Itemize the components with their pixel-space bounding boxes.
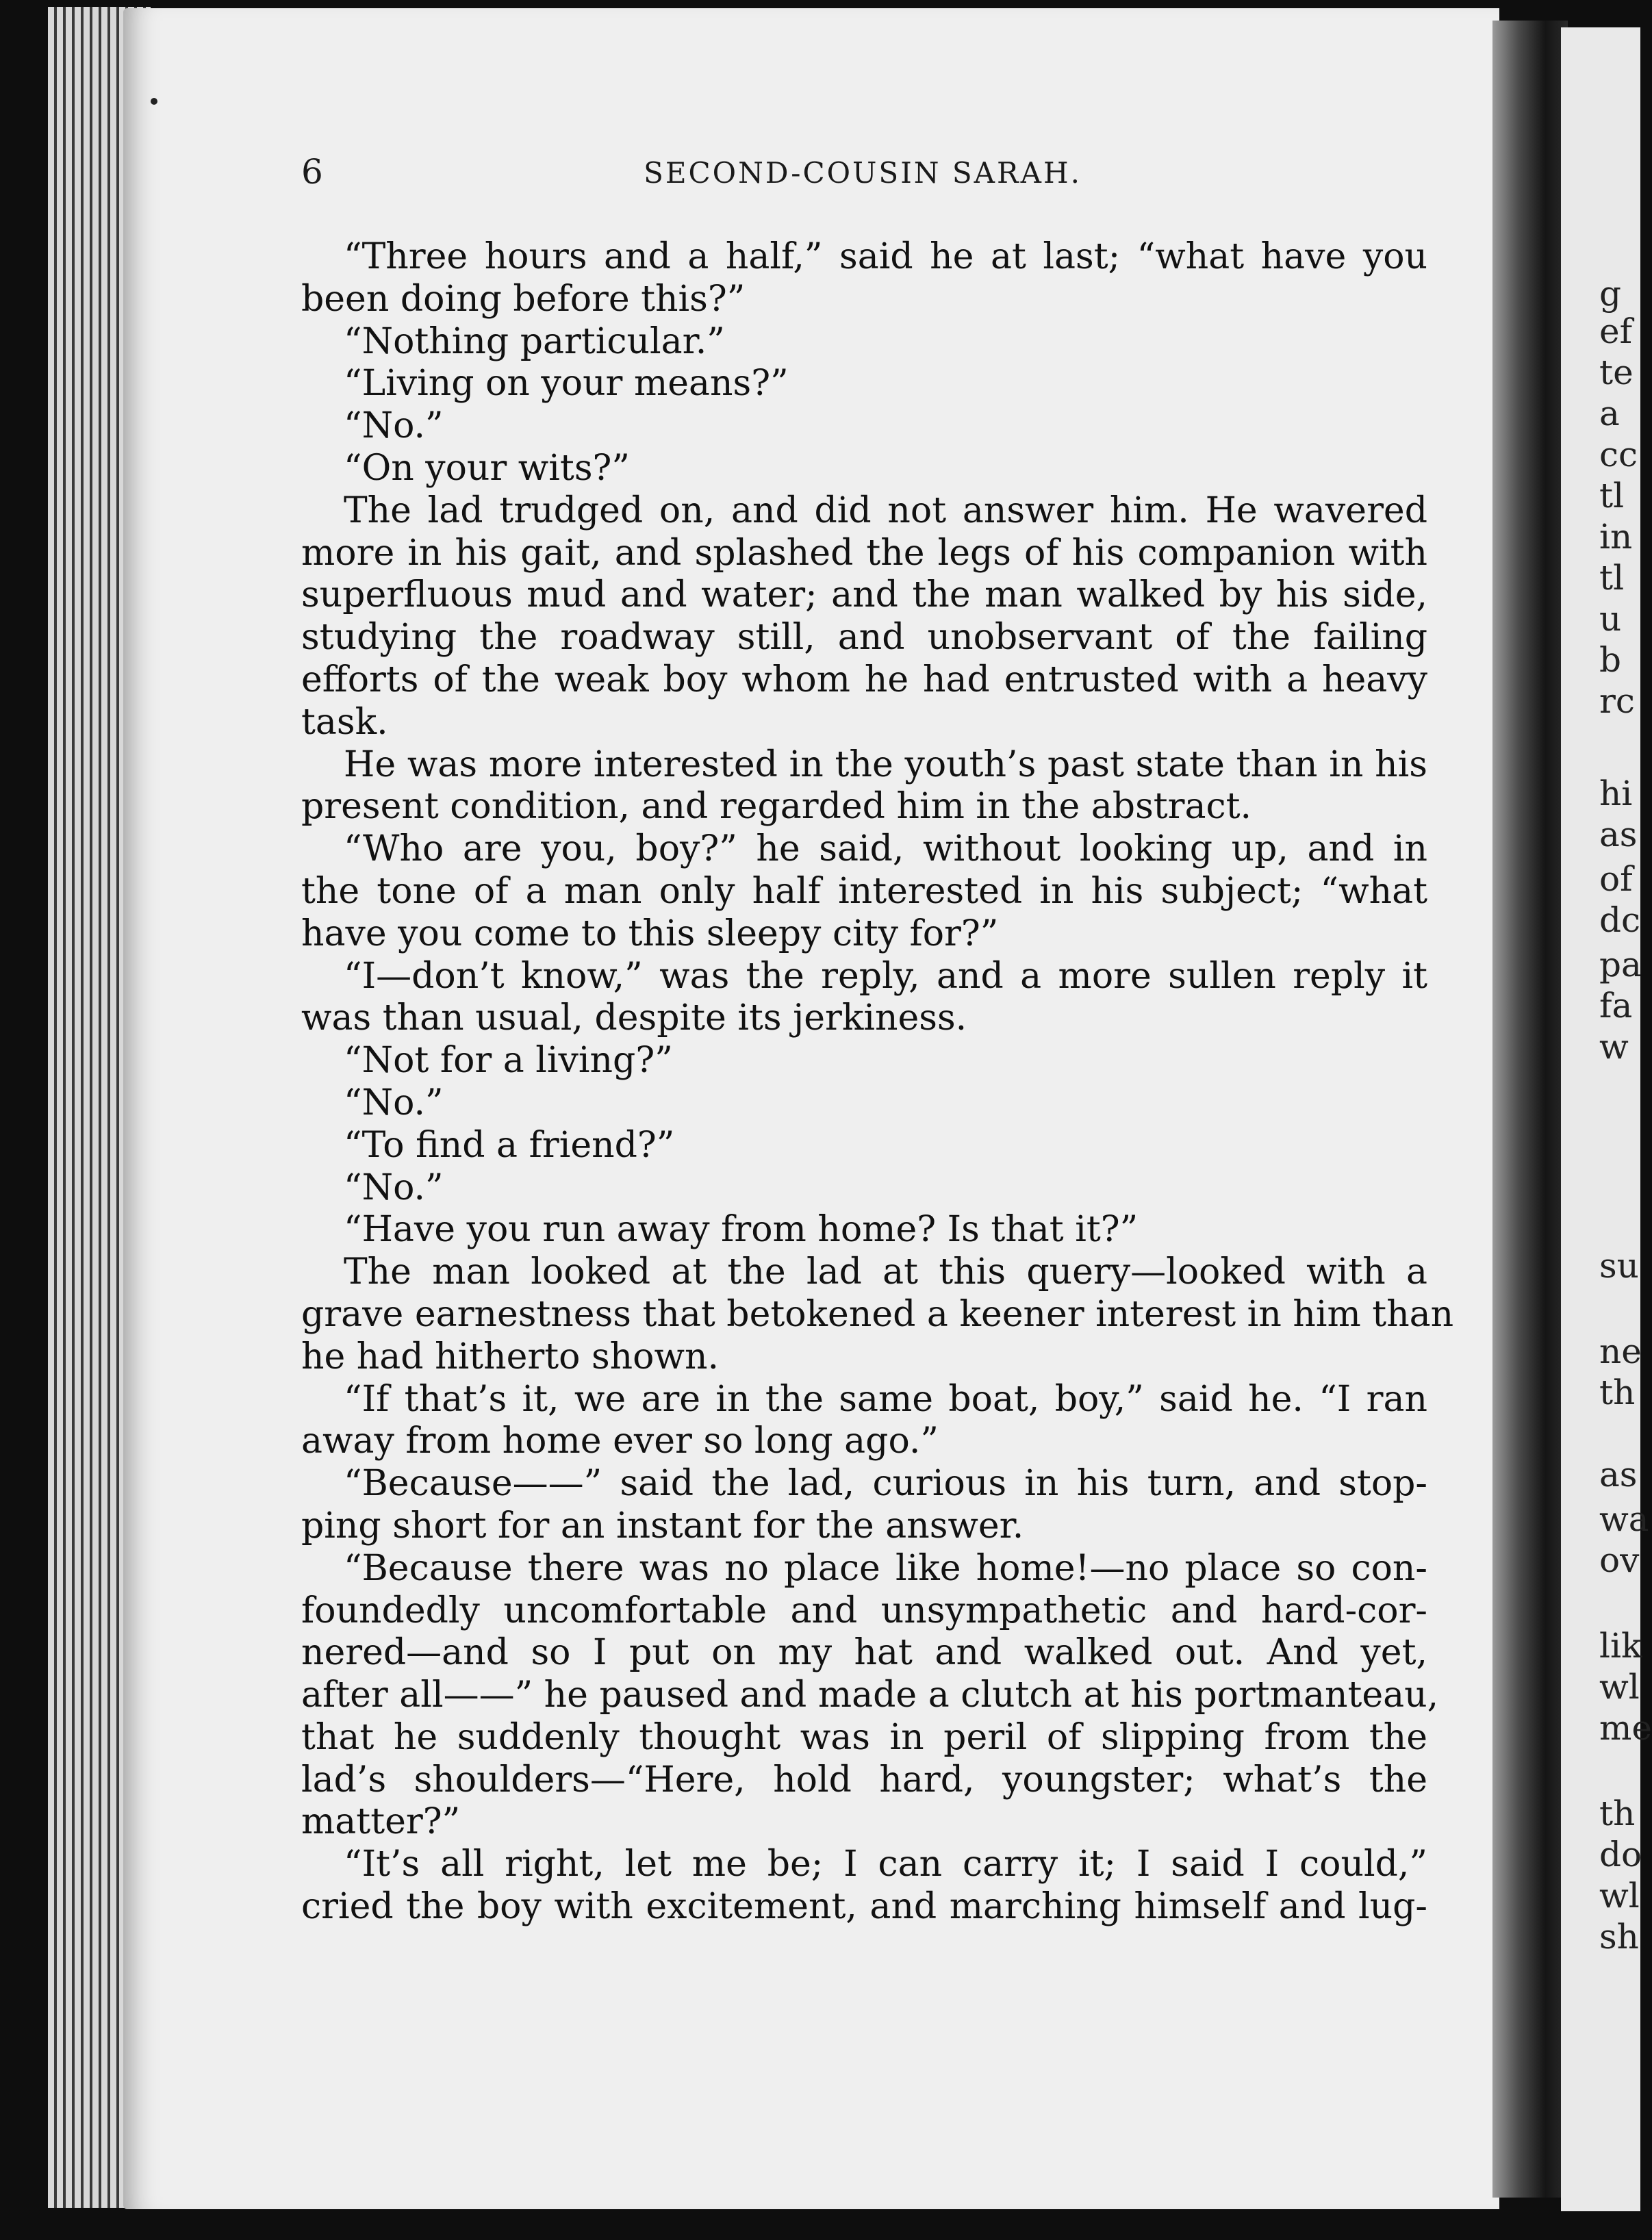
- facing-page-fragment: ne: [1599, 1332, 1642, 1371]
- text-line: “No.”: [344, 1167, 444, 1208]
- text-line: been doing before this?”: [301, 278, 746, 320]
- text-line: was than usual, despite its jerkiness.: [301, 997, 967, 1039]
- text-line: He was more interested in the youth’s past state than in his: [344, 743, 1427, 785]
- facing-page-fragment: tl: [1599, 476, 1625, 516]
- facing-page-fragment: th: [1599, 1373, 1636, 1412]
- text-line: have you come to this sleepy city for?”: [301, 913, 999, 954]
- text-line: “No.”: [344, 1082, 444, 1123]
- text-line: cried the boy with excitement, and marching himself and lug-: [301, 1886, 1427, 1928]
- book-gutter: [1492, 21, 1568, 2198]
- text-line: The man looked at the lad at this query—looked with a: [344, 1251, 1427, 1293]
- facing-page-fragment: ef: [1599, 311, 1633, 351]
- facing-page-fragment: dc: [1599, 900, 1641, 940]
- body-text: [301, 236, 1454, 1929]
- text-line: “On your wits?”: [344, 447, 630, 489]
- facing-page-fragment: fa: [1599, 986, 1633, 1026]
- facing-page-fragment: tl: [1599, 558, 1625, 598]
- text-line: studying the roadway still, and unobservant of the failing: [301, 617, 1427, 659]
- facing-page-fragment: as: [1599, 1455, 1638, 1494]
- text-line: “I—don’t know,” was the reply, and a more sullen reply it: [344, 955, 1427, 997]
- facing-page-text: [1599, 0, 1652, 2240]
- facing-page-fragment: wa: [1599, 1499, 1649, 1539]
- text-line: ping short for an instant for the answer.: [301, 1505, 1024, 1547]
- facing-page-fragment: as: [1599, 815, 1638, 854]
- facing-page-fragment: b: [1599, 640, 1622, 680]
- facing-page-fragment: in: [1599, 517, 1633, 557]
- facing-page-fragment: rc: [1599, 681, 1635, 721]
- text-line: after all——” he paused and made a clutch at his portmanteau,: [301, 1675, 1439, 1716]
- facing-page-fragment: hi: [1599, 774, 1633, 813]
- page-number: 6: [301, 152, 323, 192]
- facing-page-fragment: ov: [1599, 1540, 1640, 1580]
- text-line: “Because there was no place like home!—no place so con-: [344, 1547, 1427, 1589]
- text-line: away from home ever so long ago.”: [301, 1421, 939, 1462]
- facing-page-fragment: a: [1599, 394, 1620, 433]
- text-line: superfluous mud and water; and the man walked by his side,: [301, 574, 1427, 616]
- facing-page-fragment: sh: [1599, 1917, 1639, 1957]
- text-line: The lad trudged on, and did not answer him. He wavered: [344, 489, 1427, 531]
- text-line: “Living on your means?”: [344, 363, 789, 405]
- text-line: efforts of the weak boy whom he had entrusted with a heavy: [301, 659, 1427, 700]
- facing-page-fragment: te: [1599, 353, 1634, 392]
- facing-page-fragment: su: [1599, 1246, 1639, 1286]
- text-line: foundedly uncomfortable and unsympathetic and hard-cor-: [301, 1590, 1427, 1631]
- facing-page-fragment: cc: [1599, 435, 1638, 474]
- facing-page-fragment: pa: [1599, 945, 1642, 984]
- facing-page-fragment: wl: [1599, 1667, 1640, 1707]
- text-line: he had hitherto shown.: [301, 1336, 719, 1377]
- facing-page-fragment: do: [1599, 1835, 1642, 1874]
- text-line: “Because——” said the lad, curious in his turn, and stop-: [344, 1463, 1427, 1505]
- facing-page-fragment: u: [1599, 599, 1622, 639]
- facing-page-fragment: lik: [1599, 1626, 1642, 1666]
- text-line: “Not for a living?”: [344, 1040, 673, 1082]
- text-line: “Have you run away from home? Is that it?”: [344, 1209, 1139, 1251]
- text-line: “If that’s it, we are in the same boat, boy,” said he. “I ran: [344, 1378, 1427, 1420]
- text-line: nered—and so I put on my hat and walked out. And yet,: [301, 1632, 1427, 1674]
- facing-page-fragment: th: [1599, 1794, 1636, 1833]
- text-line: matter?”: [301, 1801, 461, 1843]
- facing-page-fragment: of: [1599, 859, 1633, 899]
- facing-page-fragment: w: [1599, 1027, 1629, 1067]
- text-line: that he suddenly thought was in peril of slipping from the: [301, 1716, 1427, 1758]
- text-line: “Three hours and a half,” said he at last; “what have you: [344, 236, 1427, 277]
- text-line: “Who are you, boy?” he said, without looking up, and in: [344, 828, 1427, 870]
- text-line: the tone of a man only half interested in his subject; “what: [301, 870, 1427, 912]
- text-line: “To find a friend?”: [344, 1124, 675, 1166]
- text-line: grave earnestness that betokened a keener interest in him than: [301, 1293, 1454, 1335]
- text-line: present condition, and regarded him in the abstract.: [301, 786, 1252, 828]
- text-line: lad’s shoulders—“Here, hold hard, youngster; what’s the: [301, 1759, 1427, 1800]
- text-line: “Nothing particular.”: [344, 320, 725, 362]
- text-line: task.: [301, 701, 388, 743]
- ink-speck: [151, 98, 157, 105]
- text-line: “No.”: [344, 405, 444, 447]
- running-head: SECOND-COUSIN SARAH.: [644, 156, 1082, 190]
- facing-page-fragment: g: [1599, 274, 1622, 314]
- facing-page-fragment: wl: [1599, 1876, 1640, 1916]
- text-line: “It’s all right, let me be; I can carry it; I said I could,”: [344, 1844, 1427, 1885]
- page-header: [301, 152, 1424, 200]
- facing-page-fragment: me: [1599, 1708, 1652, 1748]
- text-line: more in his gait, and splashed the legs of his companion with: [301, 532, 1427, 574]
